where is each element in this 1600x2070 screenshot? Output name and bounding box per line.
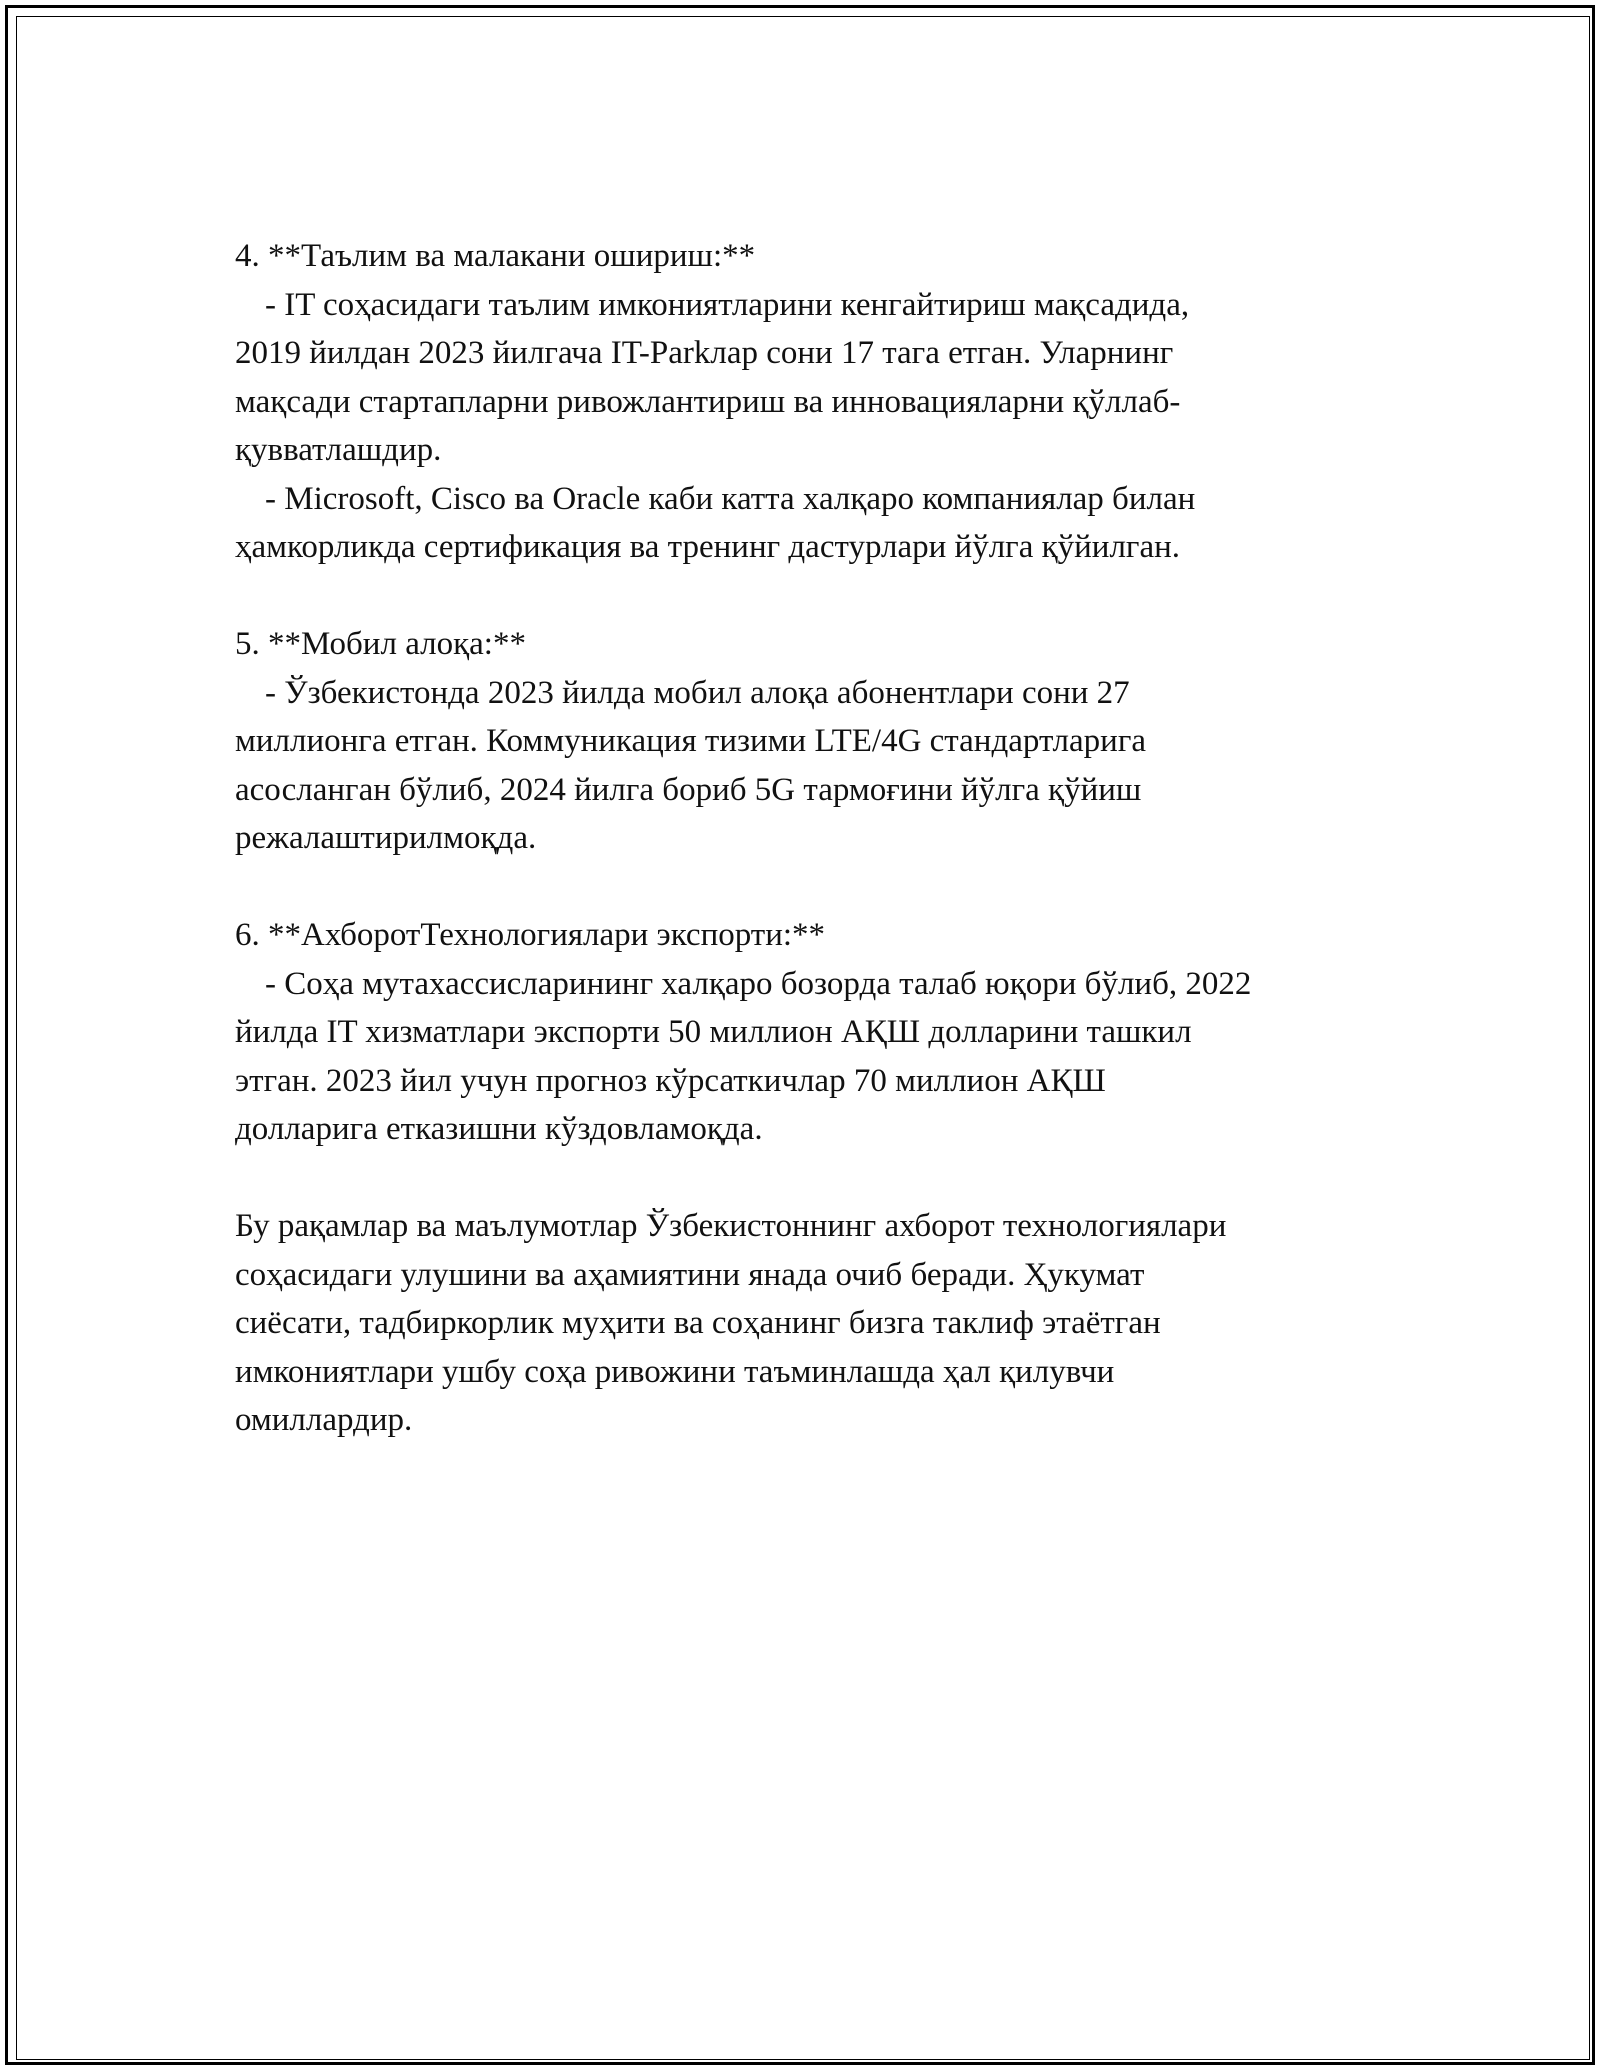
paragraph-line: - Microsoft, Cisco ва Oracle каби катта халқаро компаниялар билан [265,480,1196,517]
paragraph-line: - Соҳа мутахассисларининг халқаро бозорда талаб юқори бўлиб, 2022 [265,965,1252,1002]
section-mobile [235,620,1375,863]
section-export [235,911,1375,1154]
conclusion-paragraph [235,1202,1375,1445]
paragraph-line: миллионга етган. Коммуникация тизими LTE/4G стандартларига [235,723,1146,759]
paragraph-line: долларига етказишни кўздовламоқда. [235,1111,763,1147]
paragraph-line: - IT соҳасидаги таълим имкониятларини кенгайтириш мақсадида, [265,286,1190,323]
paragraph-line: - Ўзбекистонда 2023 йилда мобил алоқа абонентлари сони 27 [265,674,1130,711]
section-heading: 5. **Мобил алоқа:** [235,626,526,662]
section-heading: 4. **Таълим ва малакани ошириш:** [235,238,756,274]
paragraph-line: қувватлашдир. [235,432,442,468]
paragraph-line: асосланган бўлиб, 2024 йилга бориб 5G тармоғини йўлга қўйиш [235,771,1142,808]
paragraph-line: режалаштирилмоқда. [235,820,537,856]
paragraph-line: мақсади стартапларни ривожлантириш ва инновацияларни қўллаб- [235,383,1181,420]
paragraph-line: ҳамкорликда сертификация ва тренинг дастурлари йўлга қўйилган. [235,529,1181,565]
paragraph-line: 2019 йилдан 2023 йилгача IT-Parkлар сони 17 тага етган. Уларнинг [235,335,1174,371]
paragraph-line: имкониятлари ушбу соҳа ривожини таъминлашда ҳал қилувчи [235,1353,1115,1390]
section-heading: 6. **АхборотТехнологиялари экспорти:** [235,917,826,953]
paragraph-line: сиёсати, тадбиркорлик муҳити ва соҳанинг бизга таклиф этаётган [235,1305,1161,1341]
paragraph-line: йилда IT хизматлари экспорти 50 миллион АҚШ долларини ташкил [235,1014,1192,1050]
paragraph-line: омиллардир. [235,1402,413,1438]
paragraph-line: Бу рақамлар ва маълумотлар Ўзбекистоннинг ахборот технологиялари [235,1208,1227,1244]
document-body [235,232,1375,1493]
paragraph-line: соҳасидаги улушини ва аҳамиятини янада очиб беради. Ҳукумат [235,1256,1145,1293]
paragraph-line: этган. 2023 йил учун прогноз кўрсаткичлар 70 миллион АҚШ [235,1062,1106,1099]
section-education [235,232,1375,572]
